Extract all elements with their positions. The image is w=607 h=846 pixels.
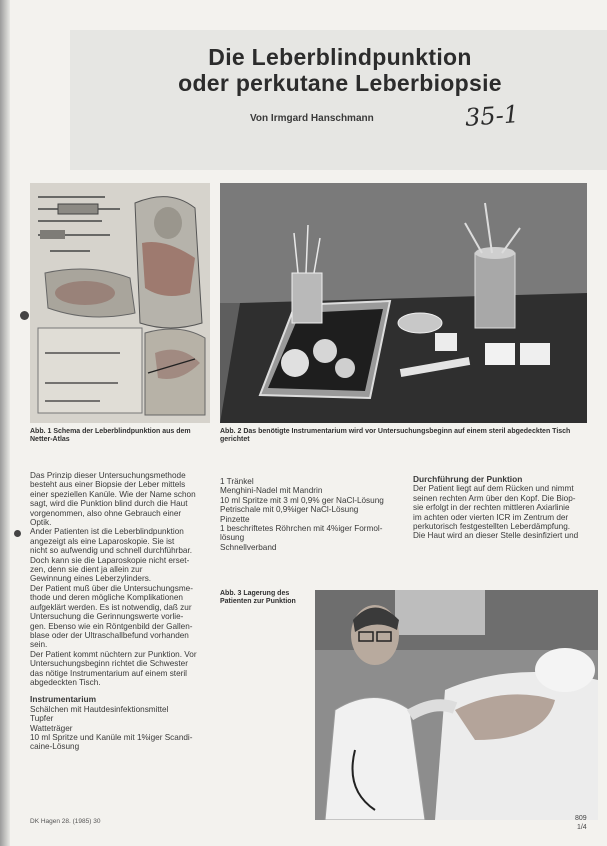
body-text-line: sein. [30, 640, 48, 650]
body-text-line: Die Haut wird an dieser Stelle desinfiziert und [413, 531, 579, 541]
instrument-list-item: Schnellverband [220, 542, 277, 552]
article-title-line1: Die Leberblindpunktion [208, 44, 472, 70]
body-column-1 [30, 471, 210, 752]
body-text-line: thode und deren mögliche Komplikationen [30, 593, 183, 603]
body-text-line: seinen rechten Arm über den Kopf. Die Biop- [413, 493, 576, 503]
figure-3-caption: Abb. 3 Lagerung des Patienten zur Punktion [220, 590, 296, 605]
figure-3-patient-positioning-photo [315, 590, 598, 820]
figure-2-caption: Abb. 2 Das benötigte Instrumentarium wird vor Untersuchungsbeginn auf einem steril abgedeckten Tisch gerichtet [220, 428, 571, 443]
body-text-line: Das Prinzip dieser Untersuchungsmethode [30, 471, 186, 480]
body-text-line: sagt, wird die Punktion blind durch die Haut [30, 499, 188, 509]
body-text-line: zen, denn sie dient ja allein zur [30, 565, 143, 575]
instrument-list-item: caine-Lösung [30, 742, 80, 752]
body-text-line: Ander Patienten ist die Leberblindpunktion [30, 527, 184, 537]
instrument-list-item: 10 ml Spritze mit 3 ml 0,9% ger NaCl-Lösung [220, 495, 384, 505]
page-mark: 1/4 [576, 824, 587, 831]
body-text-line: sie erfolgt in der rechten mittleren Axiarlinie [413, 503, 570, 513]
body-text-line: das nötige Instrumentarium auf einem steril [30, 668, 188, 678]
instrument-list-item: 10 ml Spritze und Kanüle mit 1%iger Scandi- [30, 732, 193, 742]
body-text-line: Untersuchung die Gerinnungswerte vorlie- [30, 612, 184, 622]
instrument-list-item: Menghini-Nadel mit Mandrin [220, 486, 323, 496]
footer-page-number [575, 814, 587, 832]
body-text-line: Der Patient muß über die Untersuchungsme- [30, 583, 193, 593]
body-text-line: aufgeklärt werden. Es ist notwendig, daß zur [30, 602, 192, 612]
body-text-line: perkutorisch festgestellten Leberdämpfung. [413, 522, 571, 532]
body-text-line: Der Patient kommt nüchtern zur Punktion. Vor [30, 649, 197, 659]
instrument-list-item: Schälchen mit Hautdesinfektionsmittel [30, 704, 169, 714]
binding-hole [14, 530, 21, 537]
title-block [70, 30, 607, 170]
body-text-line: einer speziellen Kanüle. Wie der Name schon [30, 489, 196, 499]
instrumentarium-heading: Instrumentarium [30, 694, 97, 705]
body-text-line: vorgenommen, also ohne Gebrauch einer [30, 508, 182, 518]
body-text-line: gen. Ebenso wie ein Röntgenbild der Gallen- [30, 621, 193, 631]
body-column-2 [220, 477, 395, 552]
body-text-line: Untersuchungsbeginn richtet die Schwester [30, 659, 188, 669]
body-text-line: Der Patient liegt auf dem Rücken und nimmt [413, 484, 574, 494]
author-byline: Von Irmgard Hanschmann [250, 113, 374, 124]
footer-journal-reference: DK Hagen 28. (1985) 30 [30, 818, 101, 825]
body-text-line: angezeigt als eine Laparoskopie. Sie ist [30, 536, 175, 546]
body-text-line: im achten oder vierten ICR im Zentrum der [413, 512, 569, 522]
figure-1-caption: Abb. 1 Schema der Leberblindpunktion aus dem Netter-Atlas [30, 428, 191, 443]
page-binding-edge [0, 0, 10, 846]
body-text-line: Gewinnung eines Leberzylinders. [30, 574, 152, 584]
page-number: 809 [575, 815, 587, 822]
handwritten-note: 35-1 [464, 100, 520, 132]
instrument-list-item: Petrischale mit 0,9%iger NaCl-Lösung [220, 505, 359, 515]
body-text-line: Doch kann sie die Laparoskopie nicht erset- [30, 555, 190, 565]
body-text-line: blase oder der Ultraschallbefund vorhanden [30, 630, 189, 640]
procedure-heading: Durchführung der Punktion [413, 474, 523, 484]
body-text-line: abgedeckten Tisch. [30, 677, 101, 687]
body-column-3 [413, 475, 593, 541]
instrument-list-item: Tupfer [30, 714, 54, 724]
binding-hole [20, 311, 29, 320]
instrument-list-item: 1 beschriftetes Röhrchen mit 4%iger Formol- [220, 524, 383, 534]
figure-2-instrument-photo [220, 183, 587, 423]
body-text-line: Optik. [30, 518, 52, 528]
figure-1-liver-biopsy-schema [30, 183, 210, 423]
body-text-line: nicht so aufwendig und schnell durchführbar. [30, 546, 193, 556]
instrument-list-item: 1 Tränkel [220, 477, 254, 486]
article-title-line2: oder perkutane Leberbiopsie [178, 70, 502, 96]
instrument-list-item: lösung [220, 533, 245, 543]
instrument-list-item: Pinzette [220, 514, 250, 524]
instrument-list-item: Watteträger [30, 723, 73, 733]
body-text-line: besteht aus einer Biopsie der Leber mittels [30, 480, 186, 490]
